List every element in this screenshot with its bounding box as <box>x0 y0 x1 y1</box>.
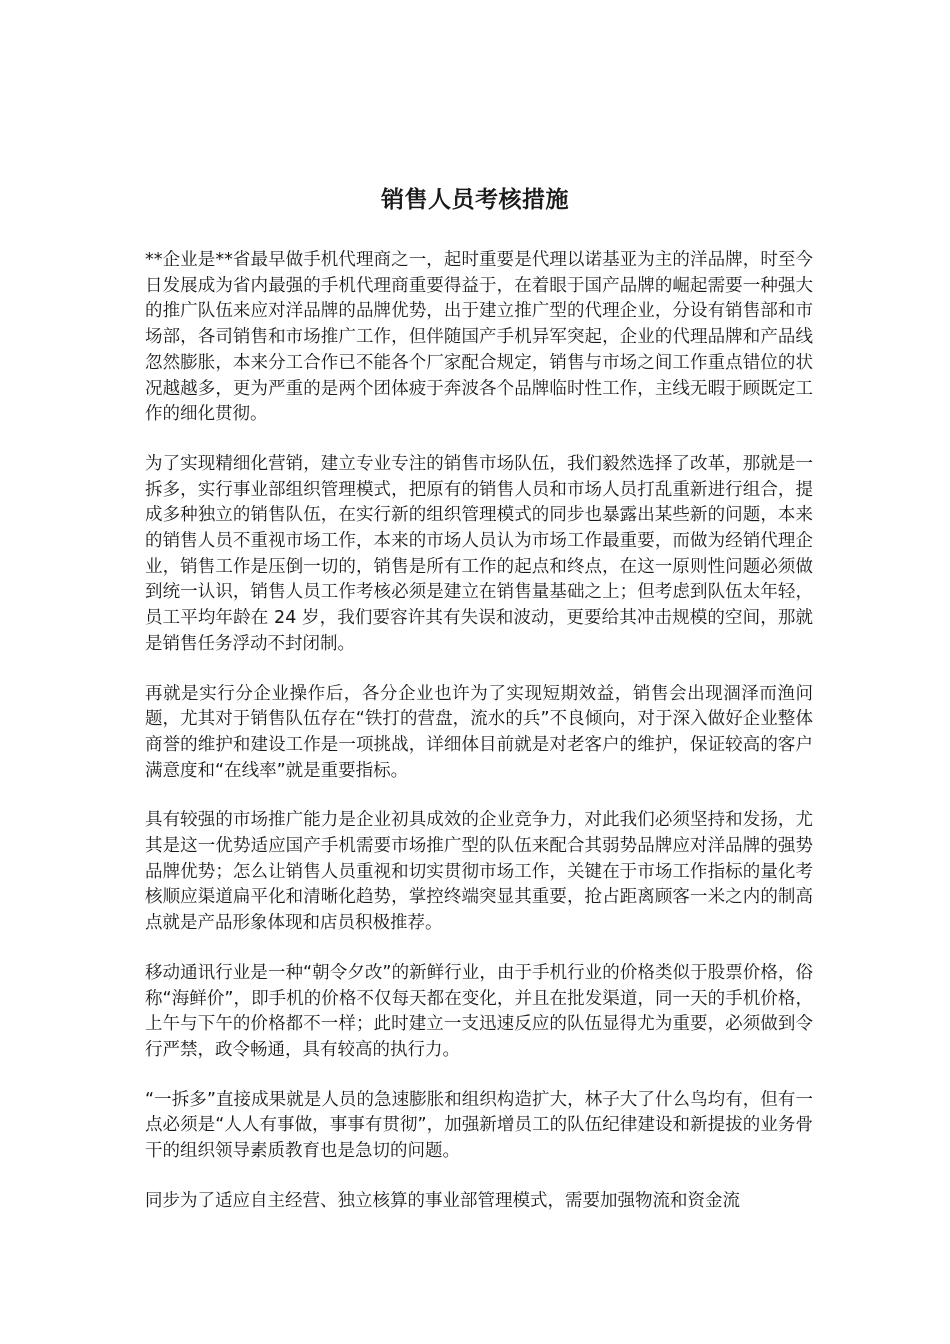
paragraph-2: 为了实现精细化营销，建立专业专注的销售市场队伍，我们毅然选择了改革，那就是一拆多，实行事业部组织管理模式，把原有的销售人员和市场人员打乱重新进行组合，提成多种独立的销售队伍，在实行新的组织管理模式的同步也暴露出某些新的问题，本来的销售人员不重视市场工作，本来的市场人员认为市场工作最重要，而做为经销代理企业，销售工作是压倒一切的，销售是所有工作的起点和终点，在这一原则性问题必须做到统一认识，销售人员工作考核必须是建立在销售量基础之上；但考虑到队伍太年轻，员工平均年龄在 24 岁，我们要容许其有失误和波动，更要给其冲击规模的空间，那就是销售任务浮动不封闭制。 <box>145 453 813 654</box>
paragraph-7: 同步为了适应自主经营、独立核算的事业部管理模式，需要加强物流和资金流 <box>145 1190 740 1211</box>
document-title: 销售人员考核措施 <box>381 187 569 213</box>
paragraph-5: 移动通讯行业是一种“朝令夕改”的新鲜行业，由于手机行业的价格类似于股票价格，俗称“海鲜价”，即手机的价格不仅每天都在变化，并且在批发渠道，同一天的手机价格，上午与下午的价格都不一样；此时建立一支迅速反应的队伍显得尤为重要，必须做到令行严禁，政令畅通，具有较高的执行力。 <box>145 962 813 1060</box>
document-body <box>145 248 813 1215</box>
paragraph-3: 再就是实行分企业操作后，各分企业也许为了实现短期效益，销售会出现涸泽而渔问题，尤其对于销售队伍存在“铁打的营盘，流水的兵”不良倾向，对于深入做好企业整体商誉的维护和建设工作是一项挑战，详细体目前就是对老客户的维护，保证较高的客户满意度和“在线率”就是重要指标。 <box>145 683 813 781</box>
paragraph-6: “一拆多”直接成果就是人员的急速膨胀和组织构造扩大，林子大了什么鸟均有，但有一点必须是“人人有事做，事事有贯彻”，加强新增员工的队伍纪律建设和新提拔的业务骨干的组织领导素质教育也是急切的问题。 <box>145 1089 813 1162</box>
paragraph-4: 具有较强的市场推广能力是企业初具成效的企业竞争力，对此我们必须坚持和发扬，尤其是这一优势适应国产手机需要市场推广型的队伍来配合其弱势品牌应对洋品牌的强势品牌优势；怎么让销售人员重视和切实贯彻市场工作，关键在于市场工作指标的量化考核顺应渠道扁平化和清晰化趋势，掌控终端突显其重要，抢占距离顾客一米之内的制高点就是产品形象体现和店员积极推荐。 <box>145 810 813 934</box>
paragraph-1: **企业是**省最早做手机代理商之一，起时重要是代理以诺基亚为主的洋品牌，时至今日发展成为省内最强的手机代理商重要得益于，在着眼于国产品牌的崛起需要一种强大的推广队伍来应对洋品牌的品牌优势，出于建立推广型的代理企业，分设有销售部和市场部，各司销售和市场推广工作，但伴随国产手机异军突起，企业的代理品牌和产品线忽然膨胀，本来分工合作已不能各个厂家配合规定，销售与市场之间工作重点错位的状况越越多，更为严重的是两个团体疲于奔波各个品牌临时性工作，主线无暇于顾既定工作的细化贯彻。 <box>145 250 813 425</box>
